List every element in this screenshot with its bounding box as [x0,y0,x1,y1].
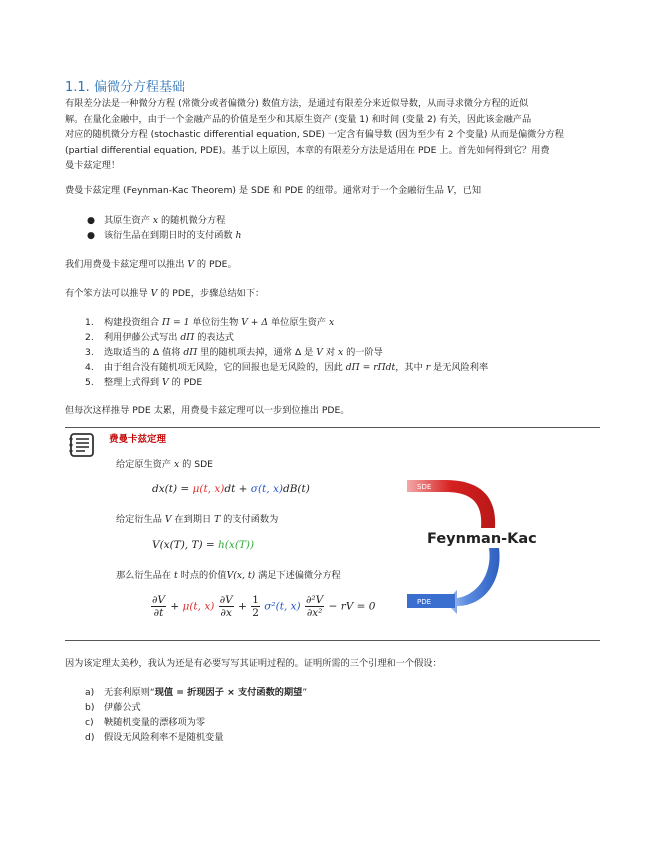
feynman-kac-diagram [405,476,565,614]
step-text: 利用伊藤公式写出 [104,332,181,343]
fk-intro-text: 费曼卡兹定理 (Feynman-Kac Theorem) 是 SDE 和 PDE 的纽带。通常对于一个金融衍生品 [65,185,444,196]
sde-equation [152,483,310,495]
var-x: x [152,215,159,226]
plus-sign: + [170,600,180,613]
step-math: x [329,317,335,328]
lemma-marker: c) [85,717,94,728]
lemma-item [85,685,307,700]
step-text: 的 PDE [168,377,203,388]
then-text [116,567,341,581]
theorem-title: 费曼卡兹定理 [109,434,167,445]
given-payoff-tail: 的支付函数为 [223,514,279,525]
steps-intro-lead: 有个笨方法可以推导 [65,288,148,299]
var-v: V [446,185,454,196]
pde-equation [150,594,375,619]
step-text: 里的随机项去掉，通常 Δ 是 [197,347,317,358]
given-payoff-lead: 给定衍生品 [116,514,162,525]
var-v: V [164,514,172,525]
lemma-text: 假设无风险利率不是随机变量 [104,732,224,743]
diagram-title: Feynman-Kac [427,531,537,547]
sde-label: SDE [417,483,432,491]
step-text: 单位原生资产 [268,317,330,328]
plus-sign: + [238,600,247,613]
pde-vol: σ²(t, x) [264,600,301,613]
intro-line: (partial differential equation, PDE)。基于以上原因，本章的有限差分方法是适用在 PDE 上。首先如何得到它？用费 [65,144,550,156]
lemma-item [85,730,307,745]
step-item [85,345,488,360]
pde-label: PDE [417,598,432,606]
lemma-text: 伊藤公式 [104,702,141,713]
var-h: h [235,230,242,241]
notes-icon [68,432,96,458]
derive-pde-text [65,257,605,273]
derive-pde-tail: 的 PDE。 [196,259,237,270]
step-number: 4. [85,362,94,373]
step-text: 对 [322,347,338,358]
lemma-bold: 现值 = 折现因子 × 支付函数的期望 [154,687,303,698]
fk-intro [65,183,605,199]
lemma-post: ” [302,687,308,698]
sde-vol: σ(t, x) [250,483,283,495]
step-math: V [316,347,323,358]
intro-line: 有限差分法是一种微分方程 (常微分或者偏微分) 数值方法，是通过有限差分来近似导数，从而寻求微分方程的近似 [65,98,529,109]
var-t-upper: T [214,514,221,525]
payoff-function: h(x(T)) [218,539,255,551]
var-value: V(x, t) [226,570,256,581]
step-text: 是无风险利率 [430,362,489,373]
pde-tail: − rV = 0 [328,600,376,613]
intro-line: 解。在量化金融中，由于一个金融产品的价值是至少和其原生资产 (变量 1) 和时间 (变量 2) 有关，因此该金融产品 [65,113,532,125]
then-mid: 时点的价值 [180,570,227,581]
lemma-marker: d) [85,732,95,743]
step-text: 整理上式得到 [104,377,163,388]
step-text: 单位衍生物 [189,317,242,328]
given-asset-text [116,456,213,470]
box-bottom-rule [65,640,600,641]
frac-den: ∂x [220,607,232,619]
list-item-tail: 的随机微分方程 [160,215,226,226]
step-math: r [425,362,431,373]
lemma-text: 鞅随机变量的漂移项为零 [104,717,206,728]
list-item-text: 其原生资产 [104,215,150,226]
bullet-icon: ● [87,215,96,226]
step-math: x [337,347,344,358]
step-number: 5. [85,377,94,388]
sde-tail: dB(t) [282,483,310,495]
given-asset-tail: 的 SDE [182,459,213,470]
step-math: Π = 1 [162,317,190,328]
sde-drift: μ(t, x) [192,483,225,495]
shortcut-text: 但每次这样推导 PDE 太累，用费曼卡兹定理可以一步到位推出 PDE。 [65,405,350,416]
steps-list [85,315,488,390]
list-item-text: 该衍生品在到期日时的支付函数 [104,230,233,241]
step-math: dΠ [183,347,198,358]
step-text: 的表达式 [194,332,234,343]
fk-intro-tail: ，已知 [453,185,482,196]
lemma-text: 无套利原则“ [104,687,155,698]
then-lead: 那么衍生品在 [116,570,172,581]
bullet-icon: ● [87,230,96,241]
frac-den: ∂x² [306,607,323,619]
frac-d2v-dx2 [305,594,324,619]
intro-line: 曼卡兹定理！ [65,160,121,171]
step-text: 构建投资组合 [104,317,163,328]
step-math: dΠ = rΠdt [345,362,396,373]
step-math: V [162,377,169,388]
given-payoff-mid: 在到期日 [174,514,212,525]
box-top-rule [65,427,600,428]
step-item [85,330,488,345]
lemma-marker: b) [85,702,95,713]
list-item [87,213,241,228]
step-text: 由于组合没有随机项无风险，它的回报也是无风险的，因此 [104,362,346,373]
step-math: V + Δ [241,317,269,328]
sde-lhs: dx(t) = [152,483,193,495]
intro-line: 对应的随机微分方程 (stochastic differential equation, SDE) 一定含有偏导数 (因为至少有 2 个变量) 从而是偏微分方程 [65,129,564,140]
frac-half [251,594,260,619]
step-item [85,360,488,375]
steps-intro [65,286,605,302]
section-heading: 1.1. 偏微分方程基础 [65,80,185,95]
list-item [87,228,241,243]
step-item [85,375,488,390]
pde-drift: μ(t, x) [182,600,215,613]
frac-dv-dt [151,594,166,619]
frac-den: ∂t [153,607,164,619]
var-v: V [187,259,194,270]
steps-intro-tail: 的 PDE，步骤总结如下： [160,288,265,299]
payoff-lhs: V(x(T), T) = [152,539,219,551]
proof-intro: 因为该定理太美秒，我认为还是有必要写写其证明过程的。证明所需的三个引理和一个假设： [65,658,442,669]
intro-paragraph [65,96,605,174]
given-payoff-text [116,511,278,525]
then-tail: 满足下述偏微分方程 [258,570,341,581]
step-text: 选取适当的 Δ 值将 [104,347,184,358]
frac-num: ∂V [219,594,233,606]
frac-num: 1 [252,594,259,606]
frac-dv-dx [219,594,234,619]
lemma-item [85,700,307,715]
frac-num: ∂V [152,594,166,606]
lemma-marker: a) [85,687,95,698]
prerequisite-list [87,213,241,243]
derive-pde-lead: 我们用费曼卡兹定理可以推出 [65,259,185,270]
step-math: dΠ [180,332,195,343]
frac-den: 2 [252,607,259,619]
step-number: 2. [85,332,94,343]
step-number: 3. [85,347,94,358]
payoff-equation [152,539,254,551]
given-asset-lead: 给定原生资产 [116,459,172,470]
lemma-item [85,715,307,730]
step-number: 1. [85,317,94,328]
frac-num: ∂²V [305,594,324,606]
step-item [85,315,488,330]
var-v: V [150,288,158,299]
sde-mid: dt + [224,483,251,495]
var-x: x [174,459,180,470]
step-text: 的一阶导 [343,347,383,358]
lemma-list [85,685,307,745]
step-text: ，其中 [395,362,426,373]
var-t: t [174,570,178,581]
